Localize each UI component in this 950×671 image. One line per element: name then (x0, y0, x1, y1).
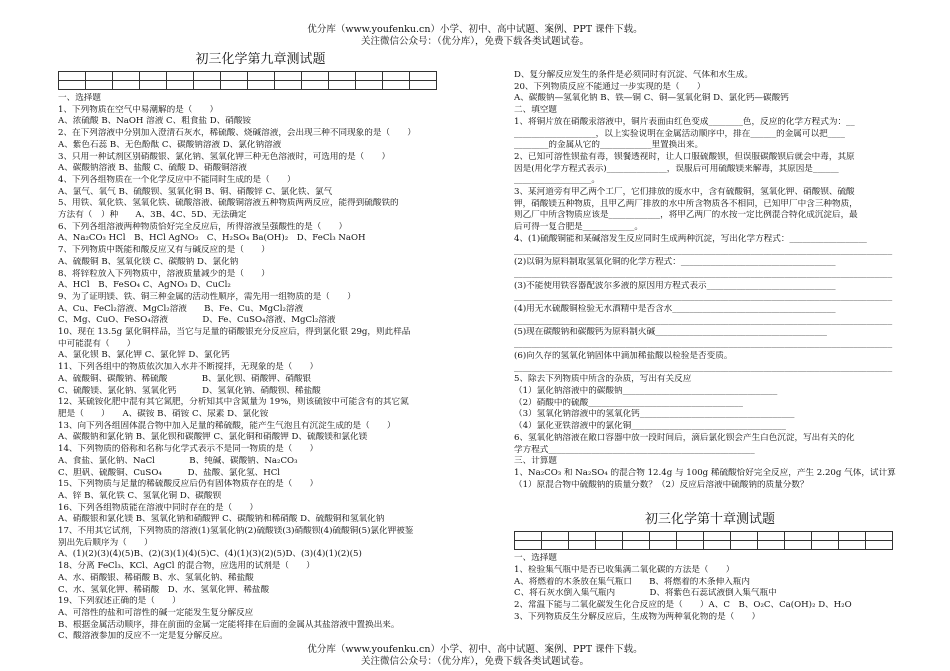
question-line: A、食盐、氯化钠、NaCl B、纯碱、碳酸钠、Na₂CO₃ (58, 455, 298, 466)
header-line-2: 关注微信公众号：（优分库），免费下载各类试题试卷。 (360, 36, 589, 47)
question-line: A、紫色石蕊 B、无色酚酞 C、碳酸钠溶液 D、氯化钠溶液 (58, 139, 282, 150)
score-table-2 (514, 531, 893, 550)
question-line: 因是(用化学方程式表示)______________，误服后可用硫酸镁来解毒，其原因是______ (514, 163, 839, 174)
question-line: ________________________________________________________________________________________ (514, 339, 893, 350)
question-line: 2、在下列溶液中分别加入澄清石灰水，稀硫酸、烧碱溶液，会出现三种不同现象的是（ ） (58, 128, 416, 139)
question-line: C、水、氢氧化钾、稀硝酸 D、水、氢氧化钾、稀盐酸 (58, 584, 270, 595)
question-line: ___________________，以上实验说明在金属活动顺序中，排在______的金属可以把____ (514, 128, 845, 139)
question-line: 3、只用一种试剂区别硝酸银、氯化钠、氢氧化钾三种无色溶液时，可选用的是（ ） (58, 151, 391, 162)
question-line: ________________________________________________________________________________________ (514, 268, 893, 279)
question-line: 别出先后顺序为（ ） (58, 537, 153, 548)
question-line: 11、下列各组中的物质依次加入水并不断搅拌，无现象的是（ ） (58, 362, 319, 373)
question-line: 后可得一复合肥是____________。 (514, 222, 643, 233)
question-line: （2）硝酸中的硫酸____________________________________ (514, 397, 743, 408)
footer-line-2: 关注微信公众号：（优分库），免费下载各类试题试卷。 (360, 656, 589, 667)
question-line: A、碳酸钠—氢氧化钠 B、铁—铜 C、铜—氢氧化铜 D、氯化钙—碳酸钙 (514, 93, 789, 104)
question-line: ________________________________________________________________________________________ (514, 315, 893, 326)
question-line: C、将石灰水倒入集气瓶内 D、将紫色石蕊试液倒入集气瓶中 (514, 588, 777, 599)
question-line: 4、下列各组物质在一个化学反应中不能同时生成的是（ ） (58, 174, 296, 185)
footer-line-1: 优分库（www.youfenku.cn）小学、初中、高中试题、案例、PPT 课件下载。 (307, 644, 643, 655)
question-line: 19、下列叙述正确的是（ ） (58, 596, 181, 607)
question-line: （4）氯化亚铁溶液中的氯化铜____________________________________ (514, 421, 786, 432)
question-line: 中可能混有（ ） (58, 338, 136, 349)
question-line: 6、下列各组溶液两种物质恰好完全反应后，所得溶液呈强酸性的是（ ） (58, 221, 348, 232)
score-table (58, 71, 437, 90)
question-line: (2)以铜为原料制取氢氧化铜的化学方程式：____________________________________ (514, 257, 836, 268)
question-line: ________________________________________________________________________________________ (514, 362, 893, 373)
question-line: 2、已知可溶性钡盐有毒，钡餐透视时，让人口服硫酸钡，但误服碳酸钡后就会中毒，其原 (514, 151, 855, 162)
question-line: 5、除去下列物质中所含的杂质，写出有关反应 (514, 374, 692, 385)
question-line: C、酸溶液参加的反应不一定是复分解反应。 (58, 631, 228, 642)
question-line: 方法有（ ）种 A、3B、4C、5D、无法确定 (58, 210, 247, 221)
question-line: 肥是（ ） A、碳铵 B、硝铵 C、尿素 D、氯化铵 (58, 408, 269, 419)
question-line: （3）氢氧化钠溶液中的氢氧化钙____________________________________ (514, 409, 795, 420)
question-line: A、可溶性的盐和可溶性的碱一定能发生复分解反应 (58, 607, 254, 618)
question-line: 1、下列物质在空气中易潮解的是（ ） (58, 104, 219, 115)
chapter9-continued (514, 70, 906, 491)
question-line: 学方程式________________________________________________ (514, 444, 755, 455)
question-line: A、硫酸铜、碳酸钠、稀硫酸 B、氯化钡、硝酸钾、硝酸银 (58, 373, 312, 384)
question-line: (4)用无水硫酸铜检验无水酒精中是否含水______________________________________ (514, 304, 836, 315)
question-line: 三、计算题 (514, 456, 557, 467)
question-line: 9、为了证明镁、铁、铜三种金属的活动性顺序，需先用一组物质的是（ ） (58, 291, 356, 302)
question-line: 3、下列物质反生分解反应后，生成物为两种氧化物的是（ ） (514, 611, 761, 622)
question-line: ________________________________________________________________________________________ (514, 245, 893, 256)
question-line: 则乙厂中所含物质应该是____________，将甲乙两厂的水按一定比例混合特化成沉淀后，最 (514, 210, 858, 221)
question-line: 13、向下列各组固体混合物中加入足量的稀硫酸，能产生气泡且有沉淀生成的是（ ） (58, 420, 396, 431)
question-line: （1）氯化钠溶液中的碳酸钠____________________________________ (514, 385, 778, 396)
chapter9-questions (58, 93, 463, 643)
right-column (514, 70, 906, 624)
question-line: 18、分离 FeCl₃、KCl、AgCl 的混合物，应选用的试剂是（ ） (58, 561, 315, 572)
question-line: C、胆矾、硫酸铜、CuSO₄ D、盐酸、氯化氢、HCl (58, 467, 281, 478)
page-header (0, 24, 950, 48)
question-line: 8、将锌粒放入下列物质中，溶液质量减少的是（ ） (58, 268, 270, 279)
question-line: (5)现在碳酸钠和碳酸钙为原料制火碱________________________________________ (514, 327, 827, 338)
question-line: 5、用铁、氧化铁、氢氧化铁、硫酸溶液、硫酸铜溶液五种物质两两反应，能得到硫酸铁的 (58, 198, 399, 209)
question-line: C、硫酸镁、氯化钠、氢氧化钙 D、氢氧化钠、硝酸钡、稀盐酸 (58, 385, 321, 396)
question-line: 1、检验集气瓶中是否已收集满二氧化碳的方法是（ ） (514, 565, 735, 576)
page-footer (0, 644, 950, 668)
question-line: ________________________________________________________________________________________ (514, 292, 893, 303)
question-line: A、氯气、氧气 B、硫酸钡、氢氧化铜 B、铜、硝酸锌 C、氯化铁、氯气 (58, 186, 333, 197)
question-line: A、Na₂CO₃ HCl B、HCl AgNO₃ C、H₂SO₄ Ba(OH)₂ D、FeCl₃ NaOH (58, 233, 366, 244)
chapter10-title: 初三化学第十章测试题 (644, 512, 775, 528)
question-line: B、根据金属活动顺序，排在前面的金属一定能将排在后面的金属从其盐溶液中置换出来。 (58, 619, 400, 630)
question-line: 一、选择题 (58, 93, 101, 103)
question-line: A、浓硫酸 B、NaOH 溶液 C、粗食盐 D、硝酸铵 (58, 116, 252, 127)
question-line: 1、Na₂CO₃ 和 Na₂SO₄ 的混合物 12.4g 与 100g 稀硫酸恰好完全反应，产生 2.20g 气体，试计算 (514, 467, 896, 478)
question-line: A、HCl B、FeSO₄ C、AgNO₃ D、CuCl₂ (58, 280, 231, 291)
question-line: __________________。 (514, 175, 600, 186)
question-line: 2、常温下能与二氧化碳发生化合反应的是（ ）A、C B、O₂C、Ca(OH)₂ D、H₂O (514, 600, 852, 611)
question-line: （1）原混合物中硫酸钠的质量分数？（2）反应后溶液中硫酸钠的质量分数？ (514, 479, 809, 490)
question-line: ________的金属从它的____________里置换出来。 (514, 140, 704, 151)
question-line: 1、将铜片放在硝酸汞溶液中，铜片表面由红色变成________色，反应的化学方程式为：__ (514, 116, 855, 127)
question-line: (3)不能使用铁容器配波尔多液的原因用方程式表示______________________________ (514, 280, 836, 291)
question-line: A、硫酸铜 B、氢氧化镁 C、碳酸钠 D、氯化钠 (58, 256, 239, 267)
header-line-1: 优分库（www.youfenku.cn）小学、初中、高中试题、案例、PPT 课件下载。 (307, 24, 643, 35)
question-line: 12、某硫铵化肥中混有其它氮肥，分析知其中含氮量为 19%，则该硫铵中可能含有的其它氮 (58, 397, 409, 408)
question-line: 10、现在 13.5g 氯化铜样品，当它与足量的硝酸银充分反应后，得到氯化银 29g，则此样品 (58, 327, 411, 338)
question-line: 3、某河道旁有甲乙两个工厂，它们排放的废水中，含有硫酸铜，氢氧化钾、硝酸钡、硫酸 (514, 187, 855, 198)
question-line: A、氯化钡 B、氯化钾 C、氯化锌 D、氯化钙 (58, 350, 230, 361)
question-line: A、碳酸钠溶液 B、盐酸 C、硫酸 D、硝酸铜溶液 (58, 163, 247, 174)
question-line: 钾，硝酸镁五种物质，且甲乙两厂排放的水中所含物质各不相同，已知甲厂中含三种物质， (514, 198, 858, 209)
question-line: 7、下列物质中既能和酸反应又有与碱反应的是（ ） (58, 245, 270, 256)
question-line: C、Mg、CuO、FeSO₄溶液 D、Fe、CuSO₄溶液、MgCl₂溶液 (58, 315, 336, 326)
chapter10-questions (514, 553, 906, 623)
question-line: 14、下列物质的俗称和名称与化学式表示不是同一物质的是（ ） (58, 444, 319, 455)
question-line: 17、不用其它试剂，下列物质的溶液(1)氢氧化钠(2)硫酸镁(3)硝酸钡(4)硫酸铜(5)氯化钾被鉴 (58, 526, 414, 537)
question-line: A、碳酸钠和氯化钠 B、氯化钡和碳酸钾 C、氯化铜和硝酸钾 D、硫酸镁和氯化镁 (58, 432, 368, 443)
question-line: 20、下列物质反应不能通过一步实现的是（ ） (514, 81, 706, 92)
question-line: (6)向久存的氢氧化钠固体中滴加稀盐酸以检验是否变质。 (514, 350, 733, 361)
question-line: A、水、硝酸银、稀硝酸 B、水、氢氧化钠、稀盐酸 (58, 572, 254, 583)
question-line: 一、选择题 (514, 553, 557, 564)
question-line: A、将燃着的木条放在集气瓶口 B、将燃着的木条伸入瓶内 (514, 576, 750, 587)
question-line: A、硝酸银和氯化镁 B、氢氧化钠和硝酸钾 C、碳酸钠和稀硝酸 D、硫酸铜和氢氧化钠 (58, 514, 385, 525)
question-line: A、(1)(2)(3)(4)(5)B、(2)(3)(1)(4)(5)C、(4)(1)(3)(2)(5)D、(3)(4)(1)(2)(5) (58, 549, 362, 560)
question-line: 16、下列各组物质能在溶液中同时存在的是（ ） (58, 502, 258, 513)
left-column (58, 50, 463, 643)
question-line: A、Cu、FeCl₂溶液、MgCl₂溶液 B、Fe、Cu、MgCl₂溶液 (58, 303, 304, 314)
question-line: 15、下列物质与足量的稀硫酸反应后仍有固体物质存在的是（ ） (58, 479, 319, 490)
question-line: 6、氢氧化钠溶液在敞口容器中放一段时间后，滴后氯化钡会产生白色沉淀，写出有关的化 (514, 432, 855, 443)
question-line: A、锌 B、氧化铁 C、氢氧化铜 D、碳酸钡 (58, 490, 222, 501)
question-line: D、复分解反应发生的条件是必须同时有沉淀、气体和水生成。 (514, 70, 753, 80)
question-line: 二、填空题 (514, 105, 557, 116)
chapter9-title: 初三化学第九章测试题 (195, 52, 326, 67)
question-line: 4、(1)硫酸铜能和某碱溶发生反应同时生成两种沉淀，写出化学方程式：__________________ (514, 233, 867, 244)
